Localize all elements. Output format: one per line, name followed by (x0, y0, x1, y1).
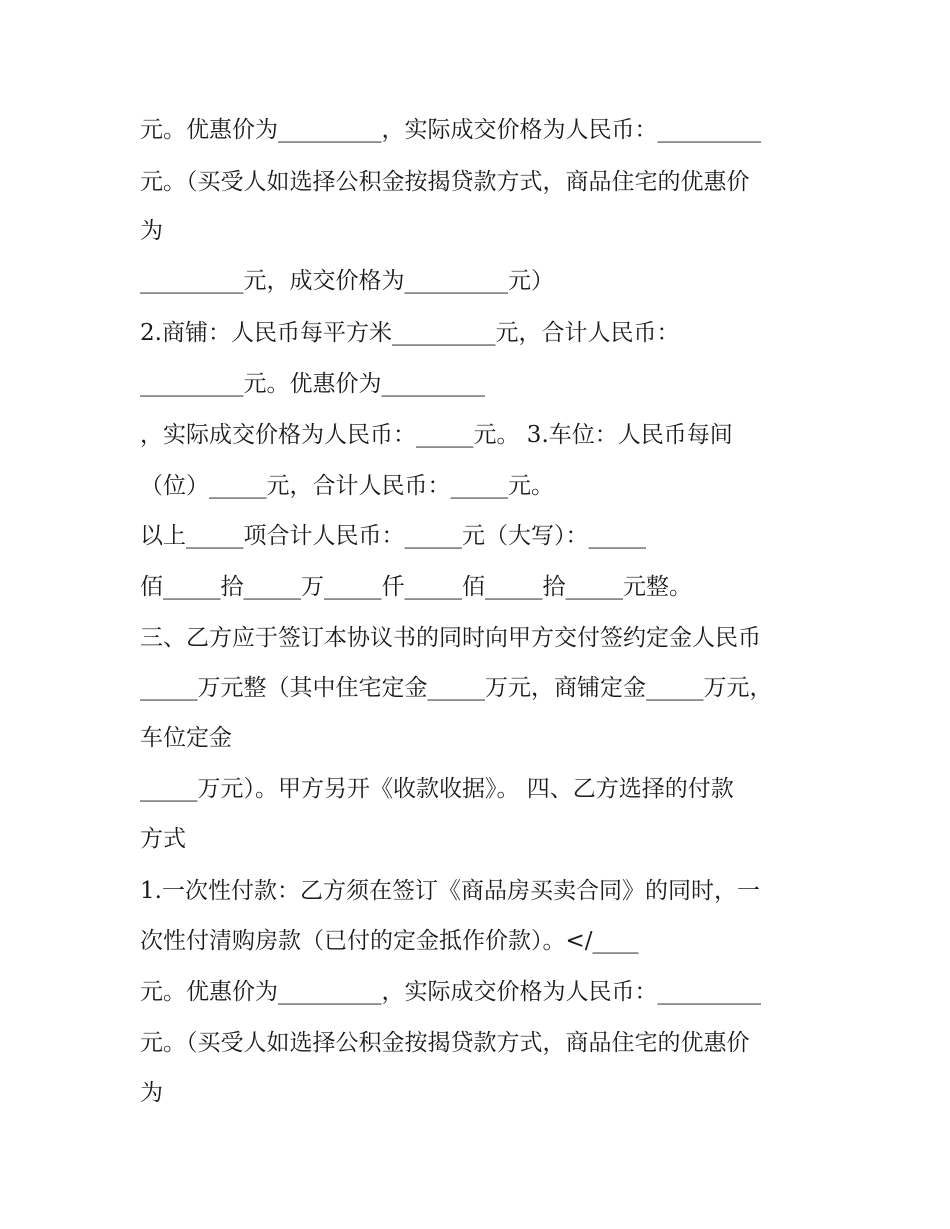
text-line: 元。（买受人如选择公积金按揭贷款方式，商品住宅的优惠价 (140, 1030, 750, 1056)
text-line: 以上_____项合计人民币：_____元（大写）：_____ (140, 523, 646, 549)
text-line: 元。优惠价为_________，实际成交价格为人民币：_________ (140, 979, 761, 1005)
text-line: ，实际成交价格为人民币：_____元。 3.车位：人民币每间 (140, 422, 733, 448)
text-line: _________元，成交价格为_________元） (140, 268, 554, 294)
text-line: 车位定金 (140, 725, 232, 751)
text-line: _____万元整（其中住宅定金_____万元，商铺定金_____万元， (140, 675, 773, 701)
text-line: 1.一次性付款：乙方须在签订《商品房买卖合同》的同时，一 (140, 878, 760, 904)
text-line: _________元。优惠价为_________ (140, 371, 485, 397)
text-line: 元。优惠价为_________，实际成交价格为人民币：_________ (140, 117, 761, 143)
text-line: 为 (140, 218, 163, 244)
text-line: 为 (140, 1080, 163, 1106)
text-line: 次性付清购房款（已付的定金抵作价款）。</____ (140, 928, 639, 954)
text-line: 佰_____拾_____万_____仟_____佰_____拾_____元整。 (140, 574, 692, 600)
text-line: （位）_____元，合计人民币：_____元。 (140, 473, 554, 499)
text-line: 方式 (140, 826, 186, 852)
text-line: _____万元）。甲方另开《收款收据》。 四、乙方选择的付款 (140, 776, 734, 802)
text-line: 三、乙方应于签订本协议书的同时向甲方交付签约定金人民币 (140, 625, 761, 651)
text-line: 元。（买受人如选择公积金按揭贷款方式，商品住宅的优惠价 (140, 169, 750, 195)
text-line: 2.商铺：人民币每平方米_________元，合计人民币： (140, 320, 680, 346)
